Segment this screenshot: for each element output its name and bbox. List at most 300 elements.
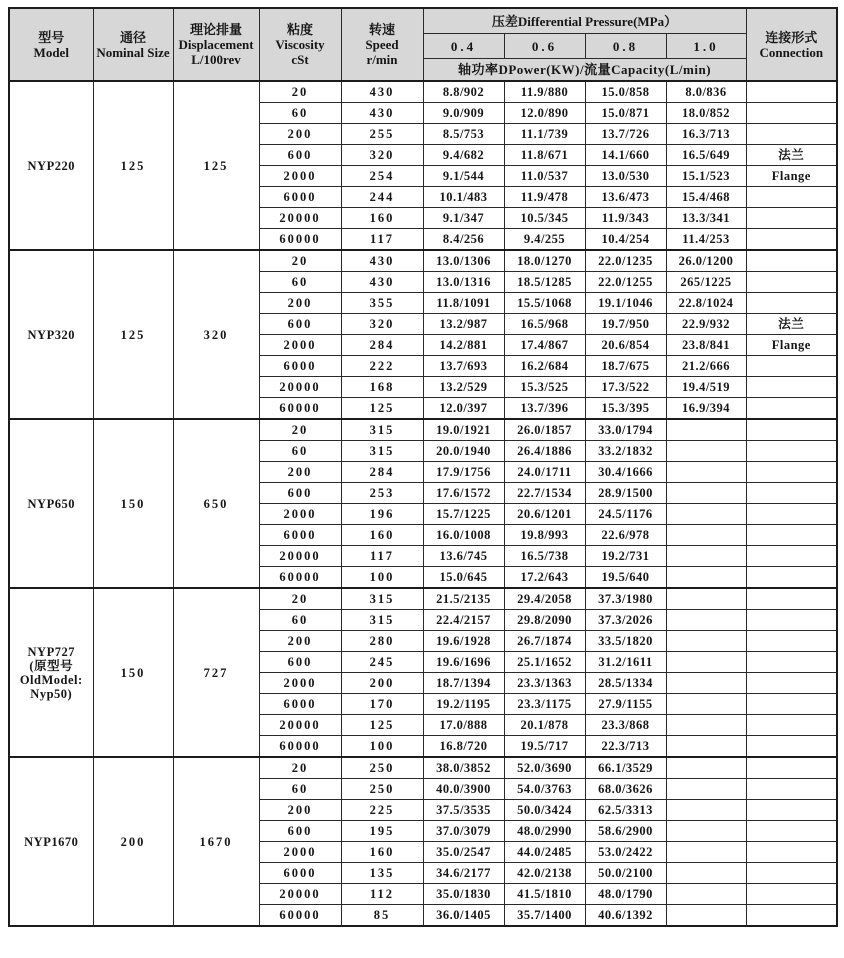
nominal-size-cell: 200 [93,757,173,926]
connection-cell [746,419,837,441]
power-flow-cell-p06: 17.2/643 [504,567,585,589]
power-flow-cell-p10: 26.0/1200 [666,250,746,272]
power-flow-cell-p08: 22.0/1235 [585,250,666,272]
connection-cell [746,779,837,800]
power-flow-cell-p04: 11.8/1091 [423,293,504,314]
power-flow-cell-p08: 24.5/1176 [585,504,666,525]
speed-cell: 430 [341,103,423,124]
power-flow-cell-p06: 52.0/3690 [504,757,585,779]
power-flow-cell-p04: 17.9/1756 [423,462,504,483]
power-flow-cell-p08: 33.2/1832 [585,441,666,462]
power-flow-cell-p08: 53.0/2422 [585,842,666,863]
power-flow-cell-p06: 11.8/671 [504,145,585,166]
viscosity-cell: 200 [259,293,341,314]
power-flow-cell-p08: 28.9/1500 [585,483,666,504]
power-flow-cell-p04: 8.8/902 [423,81,504,103]
power-flow-cell-p06: 11.9/880 [504,81,585,103]
speed-cell: 315 [341,419,423,441]
connection-cell [746,356,837,377]
connection-cell [746,462,837,483]
power-flow-cell-p10 [666,821,746,842]
power-flow-cell-p06: 29.8/2090 [504,610,585,631]
speed-cell: 320 [341,314,423,335]
col-header-displacement [173,8,259,81]
power-flow-cell-p08: 27.9/1155 [585,694,666,715]
speed-cell: 315 [341,610,423,631]
viscosity-cell: 20000 [259,715,341,736]
power-flow-cell-p04: 13.6/745 [423,546,504,567]
power-flow-cell-p06: 9.4/255 [504,229,585,251]
connection-cell [746,863,837,884]
connection-cell: Flange [746,335,837,356]
displacement-cell: 650 [173,419,259,588]
power-flow-cell-p06: 12.0/890 [504,103,585,124]
connection-cell [746,103,837,124]
speed-cell: 430 [341,250,423,272]
connection-cell [746,250,837,272]
connection-cell [746,884,837,905]
power-flow-cell-p10: 11.4/253 [666,229,746,251]
viscosity-cell: 200 [259,462,341,483]
col-header-speed-en: Speed [365,37,399,52]
power-flow-cell-p04: 15.7/1225 [423,504,504,525]
viscosity-cell: 20 [259,81,341,103]
power-flow-cell-p06: 20.6/1201 [504,504,585,525]
pressure-value-0-8: 0.8 [585,34,666,59]
connection-cell [746,441,837,462]
power-flow-cell-p08: 66.1/3529 [585,757,666,779]
viscosity-cell: 2000 [259,504,341,525]
speed-cell: 85 [341,905,423,927]
power-flow-cell-p06: 11.9/478 [504,187,585,208]
power-flow-cell-p08: 19.1/1046 [585,293,666,314]
col-header-connection-zh: 连接形式 [765,29,818,45]
power-flow-cell-p06: 13.7/396 [504,398,585,420]
connection-cell [746,398,837,420]
power-flow-cell-p04: 17.0/888 [423,715,504,736]
speed-cell: 250 [341,779,423,800]
power-flow-cell-p04: 13.2/529 [423,377,504,398]
power-flow-cell-p08: 58.6/2900 [585,821,666,842]
connection-cell [746,208,837,229]
speed-cell: 195 [341,821,423,842]
power-flow-cell-p06: 15.5/1068 [504,293,585,314]
power-flow-cell-p06: 29.4/2058 [504,588,585,610]
connection-cell [746,610,837,631]
power-flow-cell-p08: 22.3/713 [585,736,666,758]
power-flow-cell-p06: 11.1/739 [504,124,585,145]
power-flow-cell-p04: 16.0/1008 [423,525,504,546]
power-flow-cell-p08: 19.7/950 [585,314,666,335]
viscosity-cell: 200 [259,800,341,821]
speed-cell: 430 [341,81,423,103]
viscosity-cell: 60 [259,610,341,631]
speed-cell: 253 [341,483,423,504]
power-flow-cell-p04: 9.0/909 [423,103,504,124]
power-flow-cell-p08: 13.0/530 [585,166,666,187]
power-capacity-label: 轴功率DPower(KW)/流量Capacity(L/min) [423,59,746,82]
power-flow-cell-p08: 37.3/2026 [585,610,666,631]
power-flow-cell-p04: 13.0/1316 [423,272,504,293]
viscosity-cell: 60000 [259,229,341,251]
power-flow-cell-p08: 15.3/395 [585,398,666,420]
power-flow-cell-p04: 9.1/544 [423,166,504,187]
power-flow-cell-p10 [666,673,746,694]
viscosity-cell: 2000 [259,673,341,694]
power-flow-cell-p10 [666,588,746,610]
power-flow-cell-p10 [666,652,746,673]
power-flow-cell-p10: 13.3/341 [666,208,746,229]
model-line: Nyp50) [30,686,73,701]
power-flow-cell-p08: 22.0/1255 [585,272,666,293]
viscosity-cell: 20 [259,250,341,272]
power-flow-cell-p08: 17.3/522 [585,377,666,398]
col-header-model-en: Model [33,44,69,60]
power-flow-cell-p04: 16.8/720 [423,736,504,758]
power-flow-cell-p04: 35.0/2547 [423,842,504,863]
connection-cell [746,124,837,145]
nominal-size-cell: 125 [93,81,173,250]
viscosity-cell: 60 [259,779,341,800]
speed-cell: 315 [341,441,423,462]
power-flow-cell-p04: 17.6/1572 [423,483,504,504]
viscosity-cell: 60 [259,103,341,124]
table-row [9,757,837,779]
power-flow-cell-p08: 14.1/660 [585,145,666,166]
viscosity-cell: 60000 [259,736,341,758]
speed-cell: 160 [341,842,423,863]
connection-cell [746,905,837,927]
speed-cell: 100 [341,567,423,589]
power-flow-cell-p04: 13.0/1306 [423,250,504,272]
power-flow-cell-p06: 48.0/2990 [504,821,585,842]
col-header-displacement-en: Displacement [178,37,254,52]
speed-cell: 430 [341,272,423,293]
power-flow-cell-p10 [666,631,746,652]
viscosity-cell: 2000 [259,335,341,356]
col-header-nominal-size [93,8,173,81]
power-flow-cell-p04: 40.0/3900 [423,779,504,800]
viscosity-cell: 200 [259,124,341,145]
power-flow-cell-p06: 41.5/1810 [504,884,585,905]
power-flow-cell-p10 [666,525,746,546]
power-flow-cell-p06: 26.7/1874 [504,631,585,652]
viscosity-cell: 60 [259,272,341,293]
power-flow-cell-p10 [666,504,746,525]
power-flow-cell-p06: 15.3/525 [504,377,585,398]
displacement-cell: 320 [173,250,259,419]
power-flow-cell-p08: 33.5/1820 [585,631,666,652]
power-flow-cell-p10 [666,884,746,905]
col-header-nominal-size-en: Nominal Size [96,44,170,60]
power-flow-cell-p08: 40.6/1392 [585,905,666,927]
power-flow-cell-p10: 16.3/713 [666,124,746,145]
speed-cell: 250 [341,757,423,779]
power-flow-cell-p04: 19.0/1921 [423,419,504,441]
viscosity-cell: 60000 [259,398,341,420]
power-flow-cell-p10 [666,419,746,441]
power-flow-cell-p08: 22.6/978 [585,525,666,546]
power-flow-cell-p04: 19.6/1696 [423,652,504,673]
connection-cell [746,673,837,694]
power-flow-cell-p10: 15.4/468 [666,187,746,208]
power-flow-cell-p04: 10.1/483 [423,187,504,208]
power-flow-cell-p10: 16.9/394 [666,398,746,420]
power-flow-cell-p04: 34.6/2177 [423,863,504,884]
power-flow-cell-p10 [666,842,746,863]
power-flow-cell-p08: 20.6/854 [585,335,666,356]
connection-cell [746,81,837,103]
connection-cell [746,187,837,208]
pressure-value-0-4: 0.4 [423,34,504,59]
viscosity-cell: 6000 [259,356,341,377]
power-flow-cell-p06: 54.0/3763 [504,779,585,800]
power-flow-cell-p04: 35.0/1830 [423,884,504,905]
power-flow-cell-p10 [666,694,746,715]
speed-cell: 117 [341,546,423,567]
col-header-viscosity-zh: 粘度 [286,22,313,37]
col-header-connection [746,8,837,81]
power-flow-cell-p04: 22.4/2157 [423,610,504,631]
power-flow-cell-p10: 15.1/523 [666,166,746,187]
power-flow-cell-p10 [666,462,746,483]
power-flow-cell-p10 [666,610,746,631]
connection-cell [746,652,837,673]
speed-cell: 222 [341,356,423,377]
power-flow-cell-p04: 12.0/397 [423,398,504,420]
speed-cell: 320 [341,145,423,166]
model-line: NYP320 [27,327,75,342]
power-flow-cell-p06: 20.1/878 [504,715,585,736]
viscosity-cell: 60000 [259,567,341,589]
table-row [9,81,837,103]
power-flow-cell-p06: 44.0/2485 [504,842,585,863]
speed-cell: 255 [341,124,423,145]
model-line: NYP1670 [24,834,79,849]
model-line: OldModel: [19,672,83,687]
power-flow-cell-p06: 35.7/1400 [504,905,585,927]
connection-cell [746,272,837,293]
connection-cell [746,757,837,779]
connection-cell [746,715,837,736]
power-flow-cell-p04: 38.0/3852 [423,757,504,779]
power-flow-cell-p10: 265/1225 [666,272,746,293]
power-flow-cell-p08: 10.4/254 [585,229,666,251]
power-flow-cell-p06: 24.0/1711 [504,462,585,483]
viscosity-cell: 600 [259,314,341,335]
power-flow-cell-p08: 68.0/3626 [585,779,666,800]
power-flow-cell-p08: 19.5/640 [585,567,666,589]
col-header-displacement-zh: 理论排量 [189,22,242,37]
viscosity-cell: 20000 [259,208,341,229]
power-flow-cell-p06: 42.0/2138 [504,863,585,884]
connection-cell [746,694,837,715]
col-header-viscosity-en: Viscosity [275,37,325,52]
power-flow-cell-p08: 15.0/871 [585,103,666,124]
power-flow-cell-p10: 21.2/666 [666,356,746,377]
viscosity-cell: 60 [259,441,341,462]
power-flow-cell-p04: 9.4/682 [423,145,504,166]
viscosity-cell: 6000 [259,187,341,208]
col-header-speed-unit: r/min [366,52,398,67]
power-flow-cell-p06: 16.5/738 [504,546,585,567]
power-flow-cell-p06: 25.1/1652 [504,652,585,673]
speed-cell: 254 [341,166,423,187]
model-cell [9,757,93,926]
model-cell [9,419,93,588]
power-flow-cell-p10 [666,567,746,589]
col-header-model [9,8,93,81]
speed-cell: 168 [341,377,423,398]
viscosity-cell: 20000 [259,546,341,567]
connection-cell [746,800,837,821]
col-header-model-zh: 型号 [38,29,65,45]
power-flow-cell-p10: 23.8/841 [666,335,746,356]
power-flow-cell-p06: 10.5/345 [504,208,585,229]
viscosity-cell: 200 [259,631,341,652]
viscosity-cell: 20 [259,419,341,441]
power-flow-cell-p04: 37.5/3535 [423,800,504,821]
speed-cell: 125 [341,398,423,420]
power-flow-cell-p06: 19.5/717 [504,736,585,758]
viscosity-cell: 2000 [259,166,341,187]
power-flow-cell-p10 [666,905,746,927]
power-flow-cell-p10: 18.0/852 [666,103,746,124]
power-flow-cell-p04: 21.5/2135 [423,588,504,610]
power-flow-cell-p06: 22.7/1534 [504,483,585,504]
col-header-speed [341,8,423,81]
power-flow-cell-p10 [666,863,746,884]
power-flow-cell-p06: 19.8/993 [504,525,585,546]
speed-cell: 284 [341,335,423,356]
viscosity-cell: 600 [259,821,341,842]
power-flow-cell-p10 [666,546,746,567]
connection-cell [746,588,837,610]
power-flow-cell-p04: 36.0/1405 [423,905,504,927]
power-flow-cell-p06: 23.3/1363 [504,673,585,694]
speed-cell: 160 [341,208,423,229]
power-flow-cell-p10: 22.8/1024 [666,293,746,314]
table-row [9,588,837,610]
model-cell [9,81,93,250]
col-header-nominal-size-zh: 通径 [119,29,146,45]
power-flow-cell-p04: 8.4/256 [423,229,504,251]
connection-cell [746,736,837,758]
connection-cell [746,631,837,652]
connection-cell: 法兰 [746,145,837,166]
power-flow-cell-p04: 19.2/1195 [423,694,504,715]
viscosity-cell: 20000 [259,377,341,398]
speed-cell: 112 [341,884,423,905]
connection-cell [746,821,837,842]
model-cell [9,588,93,757]
power-flow-cell-p04: 8.5/753 [423,124,504,145]
speed-cell: 135 [341,863,423,884]
power-flow-cell-p08: 18.7/675 [585,356,666,377]
speed-cell: 117 [341,229,423,251]
table-row [9,419,837,441]
power-flow-cell-p04: 18.7/1394 [423,673,504,694]
power-flow-cell-p10: 22.9/932 [666,314,746,335]
speed-cell: 160 [341,525,423,546]
speed-cell: 284 [341,462,423,483]
col-header-viscosity-unit: cSt [291,52,309,67]
power-flow-cell-p04: 14.2/881 [423,335,504,356]
connection-cell [746,293,837,314]
connection-cell [746,483,837,504]
header-row-1 [9,8,837,34]
viscosity-cell: 600 [259,145,341,166]
power-flow-cell-p10 [666,757,746,779]
power-flow-cell-p10 [666,800,746,821]
viscosity-cell: 6000 [259,525,341,546]
power-flow-cell-p10 [666,441,746,462]
power-flow-cell-p08: 30.4/1666 [585,462,666,483]
power-flow-cell-p08: 11.9/343 [585,208,666,229]
power-flow-cell-p08: 62.5/3313 [585,800,666,821]
col-header-displacement-unit: L/100rev [191,52,241,67]
power-flow-cell-p08: 19.2/731 [585,546,666,567]
power-flow-cell-p06: 18.0/1270 [504,250,585,272]
pump-spec-table [8,7,838,927]
viscosity-cell: 2000 [259,842,341,863]
power-flow-cell-p04: 13.7/693 [423,356,504,377]
speed-cell: 100 [341,736,423,758]
table-row [9,250,837,272]
power-flow-cell-p06: 11.0/537 [504,166,585,187]
power-flow-cell-p10 [666,736,746,758]
model-line: NYP220 [27,158,75,173]
power-flow-cell-p10: 8.0/836 [666,81,746,103]
power-flow-cell-p04: 37.0/3079 [423,821,504,842]
pressure-value-1-0: 1.0 [666,34,746,59]
displacement-cell: 1670 [173,757,259,926]
connection-cell [746,546,837,567]
viscosity-cell: 20 [259,588,341,610]
power-flow-cell-p06: 16.2/684 [504,356,585,377]
col-header-viscosity [259,8,341,81]
speed-cell: 200 [341,673,423,694]
connection-cell [746,377,837,398]
col-header-differential-pressure: 压差Differential Pressure(MPa） [423,8,746,34]
power-flow-cell-p08: 15.0/858 [585,81,666,103]
displacement-cell: 125 [173,81,259,250]
speed-cell: 196 [341,504,423,525]
power-flow-cell-p10: 16.5/649 [666,145,746,166]
viscosity-cell: 20 [259,757,341,779]
power-flow-cell-p08: 33.0/1794 [585,419,666,441]
connection-cell [746,567,837,589]
power-flow-cell-p06: 16.5/968 [504,314,585,335]
connection-cell [746,525,837,546]
power-flow-cell-p08: 37.3/1980 [585,588,666,610]
power-flow-cell-p04: 15.0/645 [423,567,504,589]
power-flow-cell-p06: 50.0/3424 [504,800,585,821]
nominal-size-cell: 125 [93,250,173,419]
viscosity-cell: 600 [259,652,341,673]
col-header-connection-en: Connection [759,44,824,60]
viscosity-cell: 20000 [259,884,341,905]
model-line: (原型号 [29,658,74,673]
power-flow-cell-p08: 13.6/473 [585,187,666,208]
power-flow-cell-p06: 23.3/1175 [504,694,585,715]
speed-cell: 280 [341,631,423,652]
connection-cell: 法兰 [746,314,837,335]
power-flow-cell-p10 [666,779,746,800]
speed-cell: 125 [341,715,423,736]
model-cell [9,250,93,419]
power-flow-cell-p08: 23.3/868 [585,715,666,736]
